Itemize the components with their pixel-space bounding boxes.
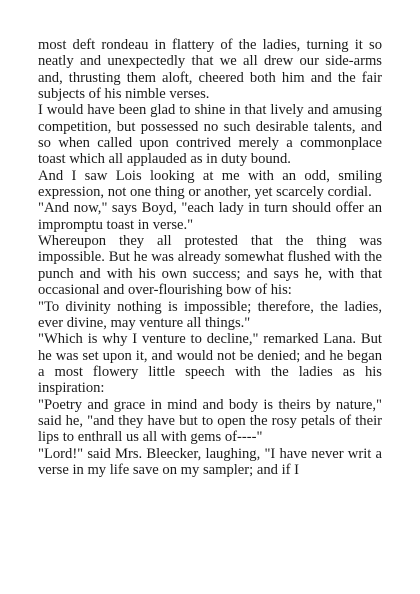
paragraph-4: "And now," says Boyd, "each lady in turn should offer an impromptu toast in verse." <box>38 200 382 233</box>
paragraph-3: And I saw Lois looking at me with an odd, smiling expression, not one thing or another, yet scarcely cordial. <box>38 167 382 201</box>
page-text <box>38 37 382 478</box>
paragraph-8: "Poetry and grace in mind and body is theirs by nature," said he, "and they have but to open the rosy petals of their lips to enthrall us all with gems of----" <box>38 396 382 446</box>
paragraph-2: I would have been glad to shine in that lively and amusing competition, but possessed no such desirable talents, and so when called upon contrived merely a commonplace toast which all applauded as in duty bound. <box>38 102 382 168</box>
paragraph-1: most deft rondeau in flattery of the ladies, turning it so neatly and unexpectedly that we all drew our side-arms and, thrusting them aloft, cheered both him and the fair subjects of his nimble verses. <box>38 37 382 103</box>
paragraph-5: Whereupon they all protested that the thing was impossible. But he was already somewhat flushed with the punch and with his own success; and says he, with that occasional and over-flourishing bow of his: <box>38 233 382 299</box>
paragraph-9: "Lord!" said Mrs. Bleecker, laughing, "I have never writ a verse in my life save on my sampler; and if I <box>38 445 382 478</box>
paragraph-6: "To divinity nothing is impossible; therefore, the ladies, ever divine, may venture all things." <box>38 298 382 331</box>
paragraph-7: "Which is why I venture to decline," remarked Lana. But he was set upon it, and would not be denied; and he began a most flowery little speech with the ladies as his inspiration: <box>38 331 382 397</box>
